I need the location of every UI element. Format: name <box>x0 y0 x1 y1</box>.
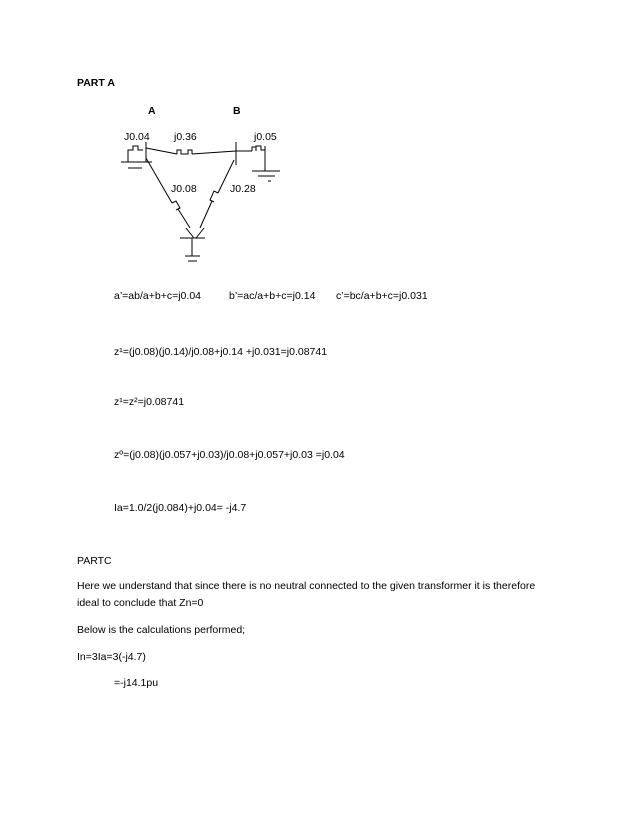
left-source-symbol <box>128 146 143 162</box>
impedance-j004-label: J0.04 <box>124 131 150 143</box>
part-c-calculations-intro: Below is the calculations performed; <box>77 624 246 636</box>
equation-z0: zº=(j0.08)(j0.057+j0.03)/j0.08+j0.057+j0.03 =j0.04 <box>114 449 345 461</box>
impedance-j008-label: J0.08 <box>171 183 197 195</box>
impedance-j028-label: J0.28 <box>230 183 256 195</box>
line-a-b <box>146 148 177 154</box>
right-source-symbol <box>256 146 265 151</box>
equation-b-prime: b’=ac/a+b+c=j0.14 <box>229 290 316 302</box>
equation-z1-z2: z¹=z²=j0.08741 <box>114 396 185 408</box>
bus-label-b: B <box>233 105 241 117</box>
equation-c-prime: c’=bc/a+b+c=j0.031 <box>336 290 428 302</box>
equation-a-prime: a’=ab/a+b+c=j0.04 <box>114 290 201 302</box>
part-c-paragraph-line-2: ideal to conclude that Zn=0 <box>77 597 204 609</box>
part-a-heading: PART A <box>77 77 115 89</box>
impedance-j005-label: j0.05 <box>254 131 277 143</box>
part-c-heading: PARTC <box>77 555 112 567</box>
part-c-calc-line-1: In=3Ia=3(-j4.7) <box>77 651 146 663</box>
branch-j008 <box>146 158 172 203</box>
impedance-j036-label: j0.36 <box>174 131 197 143</box>
equation-ia: Ia=1.0/2(j0.084)+j0.04= -j4.7 <box>114 502 247 514</box>
equation-z1: z¹=(j0.08)(j0.14)/j0.08+j0.14 +j0.031=j0.08741 <box>114 346 328 358</box>
part-c-paragraph-line-1: Here we understand that since there is no neutral connected to the given transformer it is therefore <box>77 580 536 592</box>
bus-label-a: A <box>148 105 156 117</box>
part-c-calc-line-2: =-j14.1pu <box>114 677 159 689</box>
